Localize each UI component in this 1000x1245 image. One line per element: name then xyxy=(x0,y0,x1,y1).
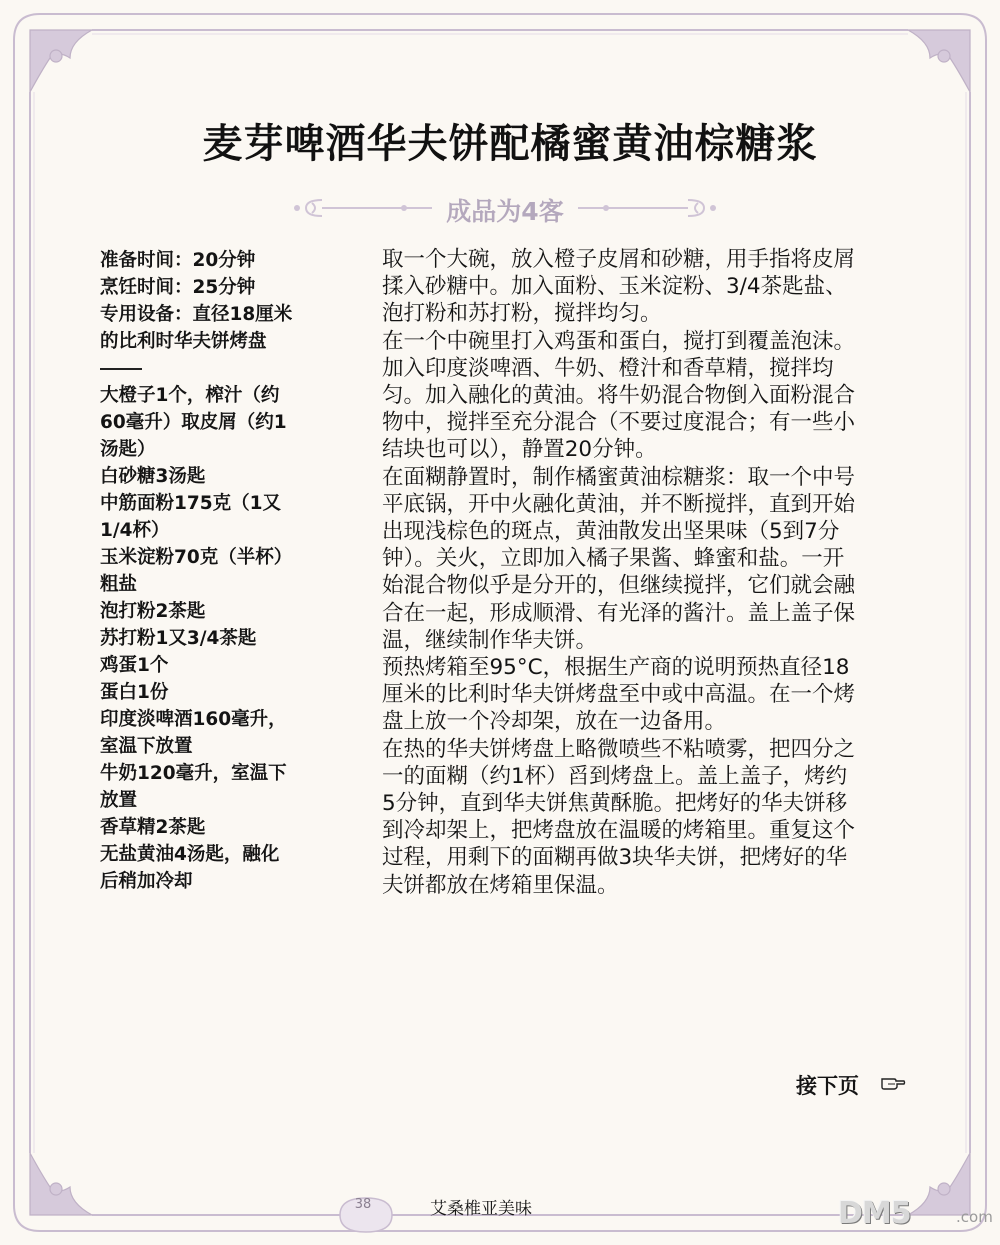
method-line: 5分钟，直到华夫饼焦黄酥脆。把烤好的华夫饼移 xyxy=(382,791,848,817)
ingredient-line: 鸡蛋1个 xyxy=(100,655,169,676)
method-line: 匀。加入融化的黄油。将牛奶混合物倒入面粉混合 xyxy=(382,383,856,409)
method-line: 出现浅棕色的斑点，黄油散发出坚果味（5到7分 xyxy=(382,519,840,545)
method-line: 在热的华夫饼烤盘上略微喷些不粘喷雾，把四分之 xyxy=(382,736,856,762)
method-line: 合在一起，形成顺滑、有光泽的酱汁。盖上盖子保 xyxy=(382,600,856,626)
method-line: 揉入砂糖中。加入面粉、玉米淀粉、3/4茶匙盐、 xyxy=(382,274,847,300)
ingredient-line: 1/4杯） xyxy=(100,520,170,541)
prep-line: 的比利时华夫饼烤盘 xyxy=(100,331,267,352)
method-line: 结块也可以），静置20分钟。 xyxy=(382,437,657,463)
method-line: 过程，用剩下的面糊再做3块华夫饼，把烤好的华 xyxy=(382,845,848,871)
method-line: 在面糊静置时，制作橘蜜黄油棕糖浆：取一个中号 xyxy=(382,464,856,490)
method-line: 取一个大碗，放入橙子皮屑和砂糖，用手指将皮屑 xyxy=(382,247,856,272)
method-line: 一的面糊（约1杯）舀到烤盘上。盖上盖子，烤约 xyxy=(382,763,848,789)
ingredient-line: 粗盐 xyxy=(100,574,138,595)
ingredient-line: 印度淡啤酒160毫升， xyxy=(100,709,287,730)
method-line: 泡打粉和苏打粉，搅拌均匀。 xyxy=(382,301,662,327)
ingredient-line: 后稍加冷却 xyxy=(100,871,193,892)
watermark-logo: DM5 xyxy=(838,1196,911,1231)
section-divider xyxy=(100,355,325,382)
method-line: 盘上放一个冷却架，放在一边备用。 xyxy=(382,709,727,735)
ingredient-line: 泡打粉2茶匙 xyxy=(100,601,206,622)
ingredient-line: 香草精2茶匙 xyxy=(100,817,206,838)
method-line: 温，继续制作华夫饼。 xyxy=(382,627,598,653)
method-line: 物中，搅拌至充分混合（不要过度混合；有一些小 xyxy=(382,410,856,436)
ingredient-line: 放置 xyxy=(100,790,138,811)
ingredient-line: 60毫升）取皮屑（约1 xyxy=(100,412,287,433)
ingredient-line: 汤匙） xyxy=(100,439,156,460)
ingredient-line: 中筋面粉175克（1又 xyxy=(100,493,281,514)
prep-line: 专用设备：直径18厘米 xyxy=(100,304,293,325)
method-line: 加入印度淡啤酒、牛奶、橙汁和香草精，搅拌均 xyxy=(382,355,834,381)
next-page-label: 接下页 xyxy=(796,1074,859,1098)
method-line: 厘米的比利时华夫饼烤盘至中或中高温。在一个烤 xyxy=(382,682,856,708)
prep-line: 烹饪时间：25分钟 xyxy=(100,277,256,298)
ingredient-line: 无盐黄油4汤匙，融化 xyxy=(100,844,280,865)
method-line: 夫饼都放在烤箱里保温。 xyxy=(382,872,619,898)
method-line: 钟）。关火，立即加入橘子果酱、蜂蜜和盐。一开 xyxy=(382,546,845,572)
ingredient-line: 蛋白1份 xyxy=(100,682,169,703)
ingredient-line: 大橙子1个，榨汁（约 xyxy=(100,385,280,406)
method-line: 到冷却架上，把烤盘放在温暖的烤箱里。重复这个 xyxy=(382,818,856,844)
method-line: 始混合物似乎是分开的，但继续搅拌，它们就会融 xyxy=(382,573,856,599)
ingredient-line: 室温下放置 xyxy=(100,736,193,757)
site-watermark xyxy=(838,1196,993,1236)
method-line: 预热烤箱至95°C，根据生产商的说明预热直径18 xyxy=(382,655,850,681)
ingredient-line: 白砂糖3汤匙 xyxy=(100,466,206,487)
ingredients-column xyxy=(100,247,325,895)
book-title: 艾桑椎亚美味 xyxy=(430,1199,532,1219)
method-line: 在一个中碗里打入鸡蛋和蛋白，搅打到覆盖泡沫。 xyxy=(382,328,856,354)
watermark-suffix: .com xyxy=(956,1208,993,1226)
prep-line: 准备时间：20分钟 xyxy=(100,250,256,271)
servings-label: 成品为4客 xyxy=(446,197,564,226)
ingredient-line: 牛奶120毫升，室温下 xyxy=(100,763,287,784)
method-line: 平底锅，开中火融化黄油，并不断搅拌，直到开始 xyxy=(382,491,856,517)
pointing-hand-icon xyxy=(880,1074,906,1092)
recipe-title: 麦芽啤酒华夫饼配橘蜜黄油棕糖浆 xyxy=(202,121,818,167)
servings-row xyxy=(290,188,720,228)
page-number: 38 xyxy=(354,1197,372,1212)
method-column xyxy=(382,246,922,899)
ingredient-line: 苏打粉1又3/4茶匙 xyxy=(100,628,257,649)
ingredient-line: 玉米淀粉70克（半杯） xyxy=(100,547,293,568)
